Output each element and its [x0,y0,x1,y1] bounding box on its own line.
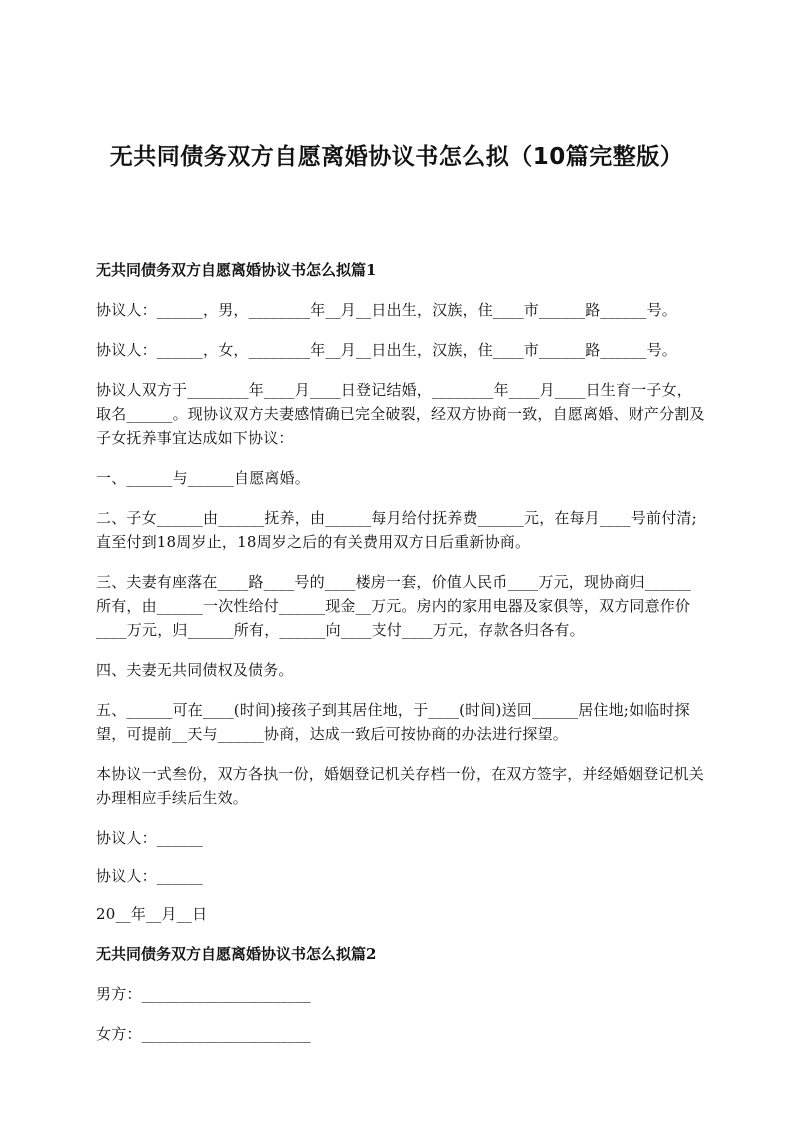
party-male-line: 协议人：______，男，________年__月__日出生，汉族，住____市______路______号。 [96,301,678,319]
clause-1-paragraph: 一、______与______自愿离婚。 [96,469,311,487]
male-party-line: 男方：______________________ [96,985,312,1003]
clause-4-paragraph: 四、夫妻无共同债权及债务。 [96,661,294,679]
section-1-heading: 无共同债务双方自愿离婚协议书怎么拟篇1 [96,261,377,279]
effectiveness-paragraph: 本协议一式叁份，双方各执一份，婚姻登记机关存档一份，在双方签字，并经婚姻登记机关办理相应手续后生效。 [96,765,705,807]
document-title: 无共同债务双方自愿离婚协议书怎么拟（10篇完整版） [109,144,684,170]
document-body [96,258,706,1062]
signature-line-2: 协议人：______ [96,867,204,885]
clause-3-paragraph: 三、夫妻有座落在____路____号的____楼房一套，价值人民币____万元，现协商归______所有，由______一次性给付______现金__万元。房内的家用电器及家俱等，双方同意作价____万元，归______所有，______向____支付____万元，存款各归各有。 [96,573,692,639]
clause-5-paragraph: 五、______可在____(时间)接孩子到其居住地，于____(时间)送回______居住地;如临时探望，可提前__天与______协商，达成一致后可按协商的办法进行探望。 [96,701,690,743]
clause-2-paragraph: 二、子女______由______抚养，由______每月给付抚养费______元，在每月____号前付清;直至付到18周岁止，18周岁之后的有关费用双方日后重新协商。 [96,509,697,551]
party-female-line: 协议人：______，女，________年__月__日出生，汉族，住____市______路______号。 [96,341,678,359]
section-2-heading: 无共同债务双方自愿离婚协议书怎么拟篇2 [96,945,377,963]
date-line: 20__年__月__日 [96,905,208,923]
signature-line-1: 协议人：______ [96,829,204,847]
marriage-background-paragraph: 协议人双方于________年____月____日登记结婚，________年____月____日生育一子女，取名______。现协议双方夫妻感情确已完全破裂，经双方协商一致，自愿离婚、财产分割及子女抚养事宜达成如下协议： [96,381,705,447]
female-party-line: 女方：______________________ [96,1025,312,1043]
